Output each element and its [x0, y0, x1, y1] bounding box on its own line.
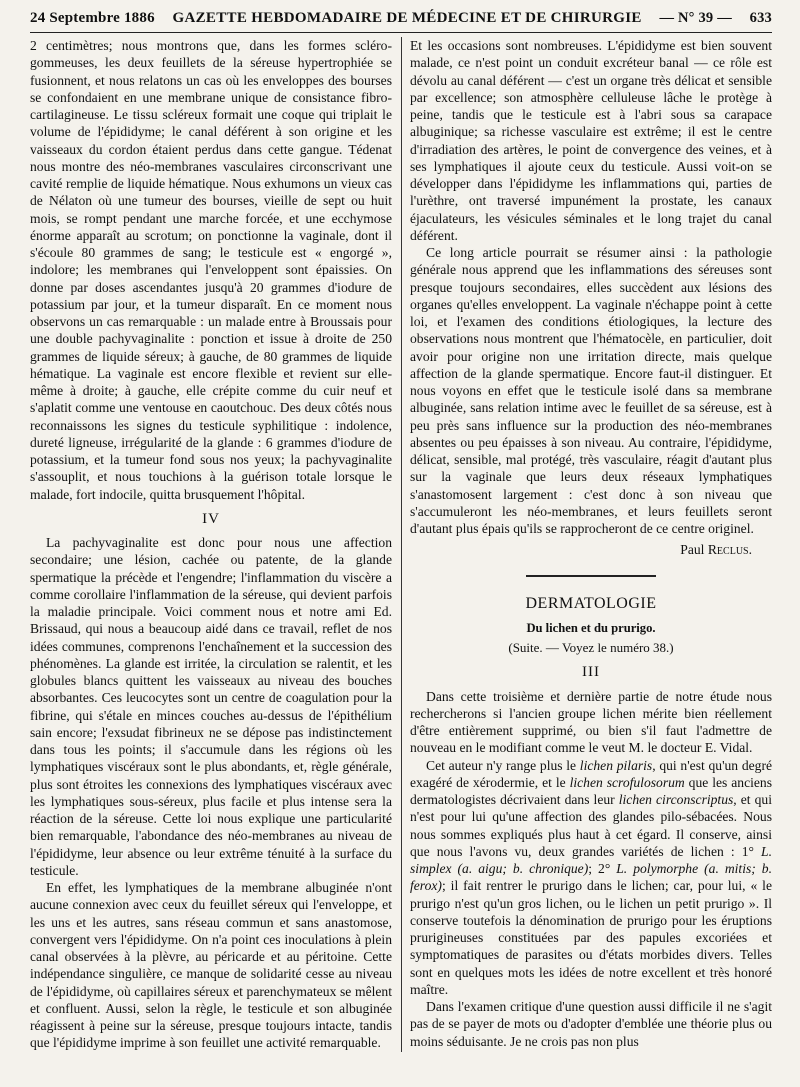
- page-header: [30, 10, 772, 33]
- left-paragraph-3: En effet, les lymphatiques de la membrane albuginée n'ont aucune connexion avec ceux du feuillet séreux qui l'enveloppe, et les uns et les autres, sans réseau commun et sans anastomose, convergent vers l'épididyme. On n'a point ces inoculations à plein canal observées à la plèvre, au péricarde et au péritoine. Cette indépendance singulière, ce manque de solidarité cesse au niveau de l'épididyme, où capillaires séreux et parenchymateux se mêlent et confluent. Aussi, selon la règle, le testicule et son albuginée réagissent à peine sur la séreuse, presque toujours intacte, tandis que l'épididyme imprime à son feuillet une activité remarquable.: [30, 880, 392, 1051]
- right-paragraph-2: Ce long article pourrait se résumer ainsi : la pathologie générale nous apprend que les inflammations des séreuses sont presque toujours secondaires, elles succèdent aux lésions des organes qu'elles enveloppent. La vaginale n'échappe point à cette loi, et l'examen des conditions étiologiques, la lecture des observations nous montrent que l'hématocèle, en particulier, doit avoir pour origine non une irritation directe, mais quelque affection de la glande spermatique. Encore faut-il distinguer. Et nous voyons en effet que le testicule isolé dans sa membrane albuginée, sans relation intime avec le feuillet de sa séreuse, est à peu près sans influence sur la production des néo-membranes absentes ou peu épaisses à son niveau. Au contraire, l'épididyme, délicat, sensible, mal protégé, très vasculaire, réagit d'autant plus sur la vaginale que leurs deux réseaux lymphatiques s'anastomosent largement : c'est donc à son niveau que s'accumuleront les néo-membranes, et leurs feuillets seront d'autant plus épais qu'ils se rapprocheront de ce centre originel.: [410, 245, 772, 536]
- header-date: 24 Septembre 1886: [30, 10, 155, 26]
- right-paragraph-3: Dans cette troisième et dernière partie de notre étude nous rechercherons si l'ancien groupe lichen mérite bien réellement d'être entièrement supprimé, ou bien s'il faut l'admettre de nouveau en le modifiant comme le veut M. le docteur E. Vidal.: [410, 688, 772, 756]
- p4-text-1: Cet auteur n'y range plus le: [426, 757, 580, 773]
- p4-text-5: ; 2°: [588, 861, 617, 876]
- article-divider: [526, 575, 656, 577]
- header-issue-number: — N° 39 —: [659, 10, 732, 26]
- p4-text-3: que les anciens dermatologistes décrivaient dans leur: [410, 774, 772, 807]
- header-title: GAZETTE HEBDOMADAIRE DE MÉDECINE ET DE CHIRURGIE: [172, 10, 642, 26]
- text-columns: [30, 37, 772, 1052]
- right-paragraph-5: Dans l'examen critique d'une question aussi difficile il ne s'agit pas de se payer de mots ou d'adopter d'emblée une théorie plus ou moins séduisante. Je ne crois pas non plus: [410, 999, 772, 1049]
- left-paragraph-1: 2 centimètres; nous montrons que, dans les formes scléro-gommeuses, les deux feuillets de la séreuse hypertrophiée se fusionnent, et nous relatons un cas où les enveloppes des bourses se confondaient en une membrane unique de consistance fibro-cartilagineuse. Le tissu scléreux formait une coque qui triplait le volume de l'épididyme; le canal déférent à son origine et les vaisseaux du cordon étaient perdus dans cette gangue. Tédenat nous montre des néo-membranes vasculaires circonscrivant une cavité remplie de liquide hématique. Nous exhumons un vieux cas de Nélaton où une tumeur des bourses, vieille de sept ou huit mois, se rompt pendant une marche forcée, et une ecchymose énorme apparaît au scrotum; on ponctionne la vaginale, dont il s'écoule 80 grammes de sang; le testicule est « engorgé », indolore; les membranes qui l'enveloppent sont épaissies. On donne par doses ascendantes jusqu'à 20 grammes d'iodure de potassium par jour, et la tumeur disparaît. En ce moment nous observons un cas remarquable : un malade entre à Broussais pour une double pachyvaginalite : ponction et issue à droite de 250 grammes de liquide séreux; à gauche, de 80 grammes de liquide hématique. La vaginale est encore flexible et revient sur elle-même à droite; à gauche, elle crépite comme du cuir neuf et s'aplatit comme une ventouse en caoutchouc. Des deux côtés nous reconnaissons les signes du testicule syphilitique : indolence, dureté ligneuse, irrégularité de la glande : 6 grammes d'iodure de potassium, et la tumeur fond sous nos yeux; la pachyvaginalite s'assouplit, et nous touchions à la guérison totale lorsque le malade, fort indocile, quitta brusquement l'hôpital.: [30, 38, 392, 502]
- header-page-number: 633: [749, 10, 772, 26]
- p4-italic-lichen-pilaris: lichen pilaris: [579, 757, 653, 773]
- article-subtitle: Du lichen et du prurigo.: [526, 620, 656, 635]
- article-continuation-note: (Suite. — Voyez le numéro 38.): [508, 640, 674, 655]
- left-paragraph-2: La pachyvaginalite est donc pour nous une affection secondaire; une lésion, cachée ou patente, de la glande spermatique la précède et l'engendre; l'inflammation du viscère a comme corollaire l'inflammation de la séreuse, qui devient parfois la maladie principale. Voici comment nous et notre ami Ed. Brissaud, qui nous a beaucoup aidé dans ce travail, reflet de nos idées communes, comprenons l'enchaînement et la succession des phénomènes. La glande est irritée, la circulation se ralentit, et les globules blancs quittent les vaisseaux au niveau des bouches absorbantes. Ces leucocytes sont un centre de coagulation pour la fibrine, qui s'étale en minces couches au-dessus de l'épithélium sain encore; l'exsudat fibrineux ne se dépose pas indistinctement dans tous les points; il s'accumule dans les régions où les lymphatiques viscéraux sont le plus abondants, et, règle générale, plus sont étroites les connexions des lymphatiques viscéraux avec les lymphatiques sous-séreux, plus facile et plus intense sera la réaction de la séreuse. Cette loi nous explique une particularité bien remarquable, l'abondance des néo-membranes au niveau de l'épididyme, leur absence ou leur extrême ténuité à la surface du testicule.: [30, 535, 392, 878]
- right-column: [410, 37, 772, 1052]
- p4-italic-lichen-scrofulosorum: lichen scrofulosorum: [569, 774, 685, 790]
- right-paragraph-1: Et les occasions sont nombreuses. L'épididyme est bien souvent malade, ce n'est point un conduit excréteur banal — ce rôle est dévolu au canal déférent — c'est un organe très délicat et sensible par excellence; son atmosphère celluleuse lâche le protège à peine, tandis que le testicule est à l'abri sous sa carapace albuginique; sa richesse vasculaire est extrême; il est le centre d'irradiation des artères, le point de convergence des veines, et à ses lymphatiques il ajoute ceux du testicule. Aussi voit-on se développer dans l'épididyme les inflammations qui, parties de l'urèthre, ont traversé impunément la prostate, les canaux éjaculateurs, les vésicules séminales et le long trajet du canal déférent.: [410, 38, 772, 243]
- p4-italic-l-polymorphe: L. polymorphe (a. mitis; b. ferox): [410, 861, 772, 894]
- left-column: [30, 37, 392, 1052]
- p4-italic-lichen-circonscriptus: lichen circonscriptus: [618, 792, 734, 807]
- section-heading-iv: IV: [202, 510, 220, 527]
- section-heading-iii: III: [582, 664, 600, 681]
- right-paragraph-4: [410, 757, 772, 999]
- signature-first-name: Paul: [680, 542, 708, 558]
- column-divider: [401, 37, 402, 1052]
- p4-text-6: ; il fait rentrer le prurigo dans le lichen; car, pour lui, « le prurigo n'est qu'un gros lichen, ou le lichen un petit prurigo ». Il conserve toutefois la dénomination de prurigo pour les éruptions prurigineuses constituées par des papules excoriées et symptomatiques de parasites ou d'états morbides divers. Telles sont en quelques mots les idées de notre excellent et très honoré maître.: [410, 878, 772, 997]
- p4-text-2: , qui n'est qu'un degré exagéré de xérodermie, et le: [410, 757, 773, 790]
- p4-italic-l-simplex: L. simplex (a. aigu; b. chronique): [410, 843, 772, 876]
- signature-last-name: Reclus.: [707, 542, 752, 558]
- p4-text-4: , et qui n'est pour lui qu'une affection des glandes pilo-sébacées. Nous nous sommes expliqués plus haut à cet égard. Il conserve, ainsi que nous l'avons vu, deux grandes variétés de lichen : 1°: [410, 792, 772, 859]
- author-signature: [410, 541, 772, 558]
- section-title-dermatologie: DERMATOLOGIE: [525, 594, 657, 612]
